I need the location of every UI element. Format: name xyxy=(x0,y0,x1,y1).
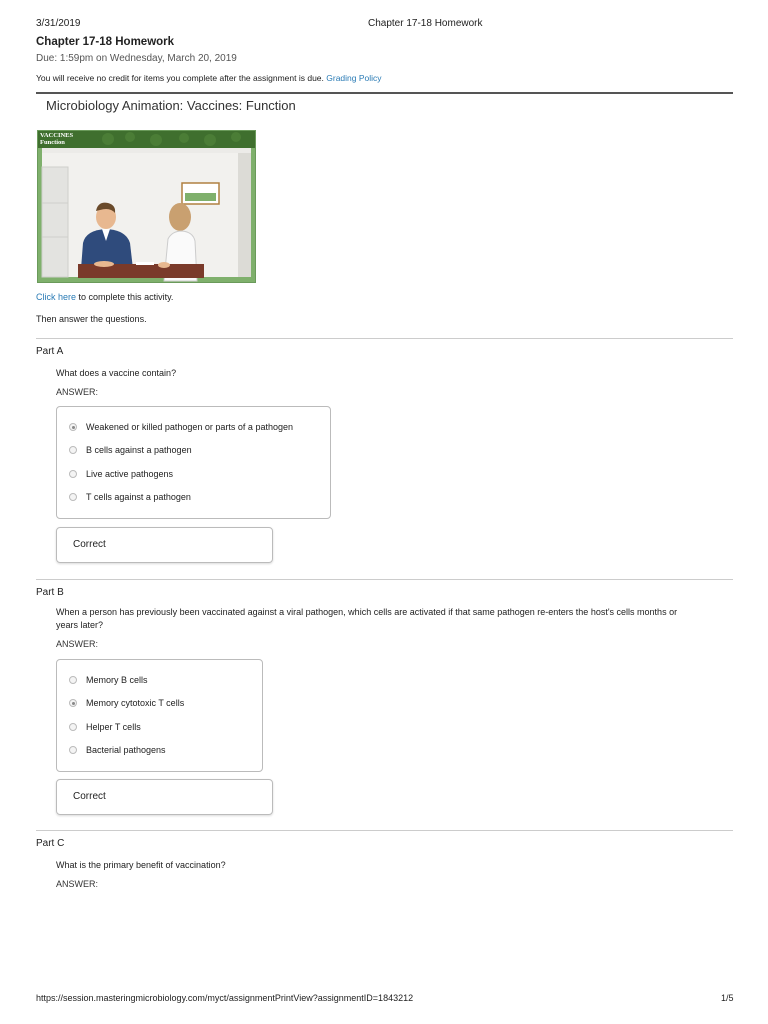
option-label: Helper T cells xyxy=(86,722,141,732)
animation-scene-illustration xyxy=(38,131,255,282)
thumbnail-label xyxy=(40,132,73,146)
click-here-rest: to complete this activity. xyxy=(78,292,174,302)
part-b-answer-label: ANSWER: xyxy=(56,639,99,649)
radio[interactable] xyxy=(69,723,77,731)
part-a-options xyxy=(56,406,331,519)
assignment-title: Chapter 17-18 Homework xyxy=(36,36,175,48)
radio[interactable] xyxy=(69,446,77,454)
credit-notice-text: You will receive no credit for items you complete after the assignment is due. xyxy=(36,73,324,83)
option-label: Live active pathogens xyxy=(86,469,174,479)
option[interactable] xyxy=(69,698,184,708)
activity-title: Microbiology Animation: Vaccines: Function xyxy=(46,98,296,113)
radio[interactable] xyxy=(69,676,77,684)
option[interactable] xyxy=(69,722,141,732)
option-label: T cells against a pathogen xyxy=(86,492,191,502)
thumbnail-label-line2: Function xyxy=(40,139,65,146)
due-date: Due: 1:59pm on Wednesday, March 20, 2019 xyxy=(36,53,237,64)
part-divider xyxy=(36,830,733,831)
option-label: B cells against a pathogen xyxy=(86,445,192,455)
radio-selected[interactable] xyxy=(69,423,77,431)
part-b-options xyxy=(56,659,263,772)
part-c-question: What is the primary benefit of vaccination? xyxy=(56,860,226,870)
header-divider xyxy=(36,92,733,94)
activity-instruction xyxy=(36,292,173,302)
animation-thumbnail[interactable] xyxy=(37,130,256,283)
footer-url: https://session.masteringmicrobiology.com/myct/assignmentPrintView?assignmentID=1843212 xyxy=(36,993,414,1003)
radio[interactable] xyxy=(69,493,77,501)
option[interactable] xyxy=(69,422,293,432)
part-b-result xyxy=(56,779,273,815)
option[interactable] xyxy=(69,445,192,455)
result-text: Correct xyxy=(73,791,106,802)
option-label: Memory cytotoxic T cells xyxy=(86,698,185,708)
part-divider xyxy=(36,579,733,580)
part-c-answer-label: ANSWER: xyxy=(56,879,99,889)
option[interactable] xyxy=(69,492,191,502)
option-label: Bacterial pathogens xyxy=(86,745,166,755)
result-text: Correct xyxy=(73,539,106,550)
option[interactable] xyxy=(69,745,166,755)
radio[interactable] xyxy=(69,470,77,478)
option[interactable] xyxy=(69,675,148,685)
then-answer-text: Then answer the questions. xyxy=(36,314,147,324)
part-divider xyxy=(36,338,733,339)
part-b-question-line2: years later? xyxy=(56,620,104,630)
option-label: Memory B cells xyxy=(86,675,148,685)
grading-policy-link[interactable]: Grading Policy xyxy=(326,73,382,83)
part-b-question xyxy=(56,606,736,632)
page-number: 1/5 xyxy=(721,993,734,1003)
part-a-result xyxy=(56,527,273,563)
radio-selected[interactable] xyxy=(69,699,77,707)
option-label: Weakened or killed pathogen or parts of a pathogen xyxy=(86,422,293,432)
part-a-answer-label: ANSWER: xyxy=(56,387,99,397)
part-a-label: Part A xyxy=(36,346,64,357)
print-date: 3/31/2019 xyxy=(36,18,81,29)
part-a-question: What does a vaccine contain? xyxy=(56,368,177,378)
click-here-link[interactable]: Click here xyxy=(36,292,77,302)
part-b-question-line1: When a person has previously been vaccinated against a viral pathogen, which cells are activated if that same pathogen re-enters the host's cells months or xyxy=(56,607,678,617)
part-b-label: Part B xyxy=(36,587,64,598)
thumbnail-label-line1: VACCINES xyxy=(40,132,74,139)
option[interactable] xyxy=(69,469,173,479)
credit-notice xyxy=(36,73,382,83)
print-header-title: Chapter 17-18 Homework xyxy=(368,18,483,29)
part-c-label: Part C xyxy=(36,838,65,849)
radio[interactable] xyxy=(69,746,77,754)
